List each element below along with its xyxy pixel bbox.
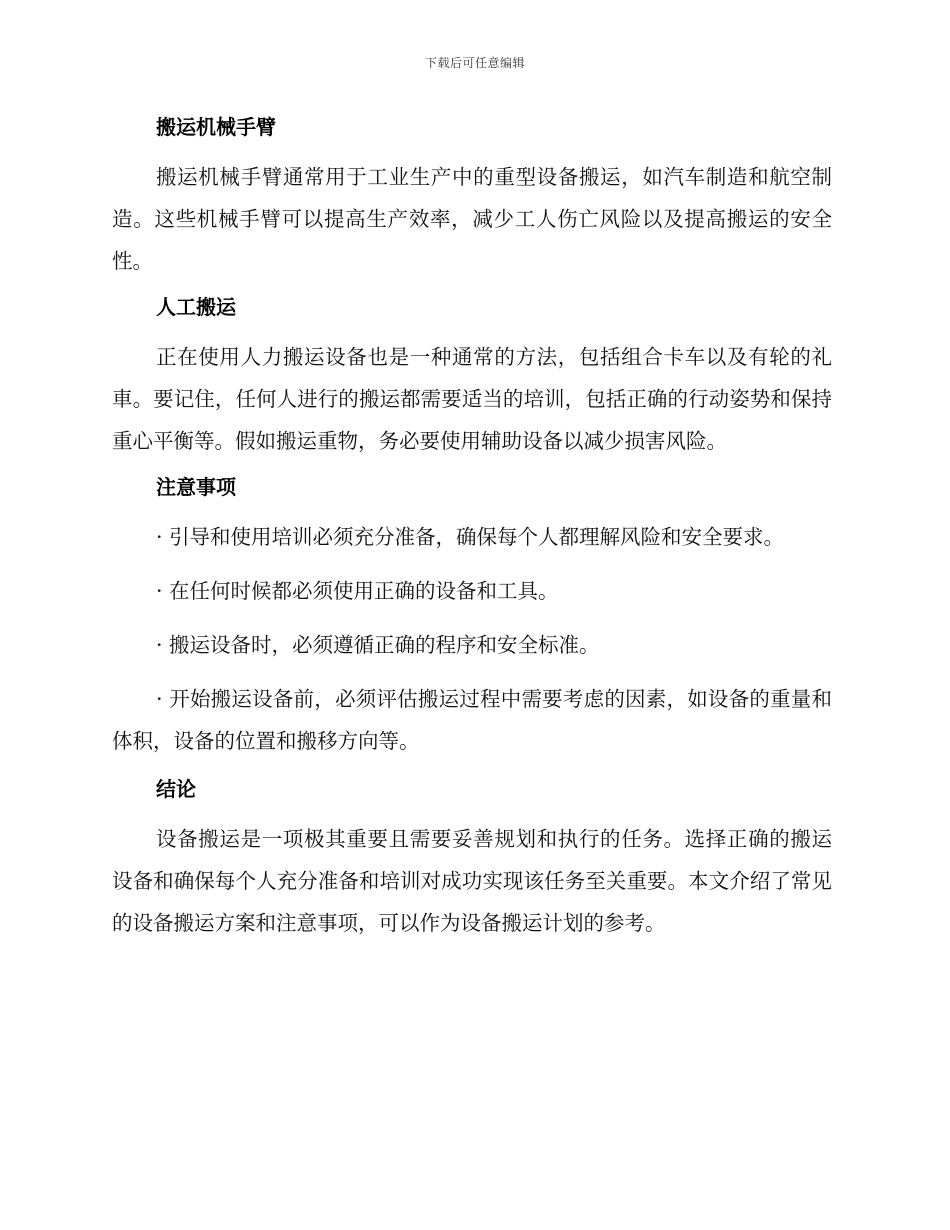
section-paragraph: 设备搬运是一项极其重要且需要妥善规划和执行的任务。选择正确的搬运设备和确保每个人充分准备和培训对成功实现该任务至关重要。本文介绍了常见的设备搬运方案和注意事项，可以作为设备搬运计划的参考。 xyxy=(112,827,832,935)
bullet-item: · 开始搬运设备前，必须评估搬运过程中需要考虑的因素，如设备的重量和体积，设备的位置和搬移方向等。 xyxy=(112,687,832,753)
section-robotic-arm xyxy=(112,112,832,282)
document-body xyxy=(112,112,832,954)
section-paragraph: 搬运机械手臂通常用于工业生产中的重型设备搬运，如汽车制造和航空制造。这些机械手臂可以提高生产效率，减少工人伤亡风险以及提高搬运的安全性。 xyxy=(112,165,832,273)
bullet-item: · 在任何时候都必须使用正确的设备和工具。 xyxy=(156,579,559,603)
section-heading: 注意事项 xyxy=(156,475,236,499)
section-manual-handling xyxy=(112,292,832,462)
section-conclusion xyxy=(112,774,832,944)
page-header: 下载后可任意编辑 xyxy=(424,56,525,70)
section-precautions xyxy=(112,472,832,762)
section-heading: 搬运机械手臂 xyxy=(156,115,276,139)
bullet-item: · 搬运设备时，必须遵循正确的程序和安全标准。 xyxy=(156,633,600,657)
section-heading: 结论 xyxy=(156,777,196,801)
bullet-item: · 引导和使用培训必须充分准备，确保每个人都理解风险和安全要求。 xyxy=(156,525,785,549)
section-heading: 人工搬运 xyxy=(156,295,236,319)
section-paragraph: 正在使用人力搬运设备也是一种通常的方法，包括组合卡车以及有轮的礼車。要记住，任何人进行的搬运都需要适当的培训，包括正确的行动姿势和保持重心平衡等。假如搬运重物，务必要使用辅助设备以减少损害风险。 xyxy=(112,345,832,453)
